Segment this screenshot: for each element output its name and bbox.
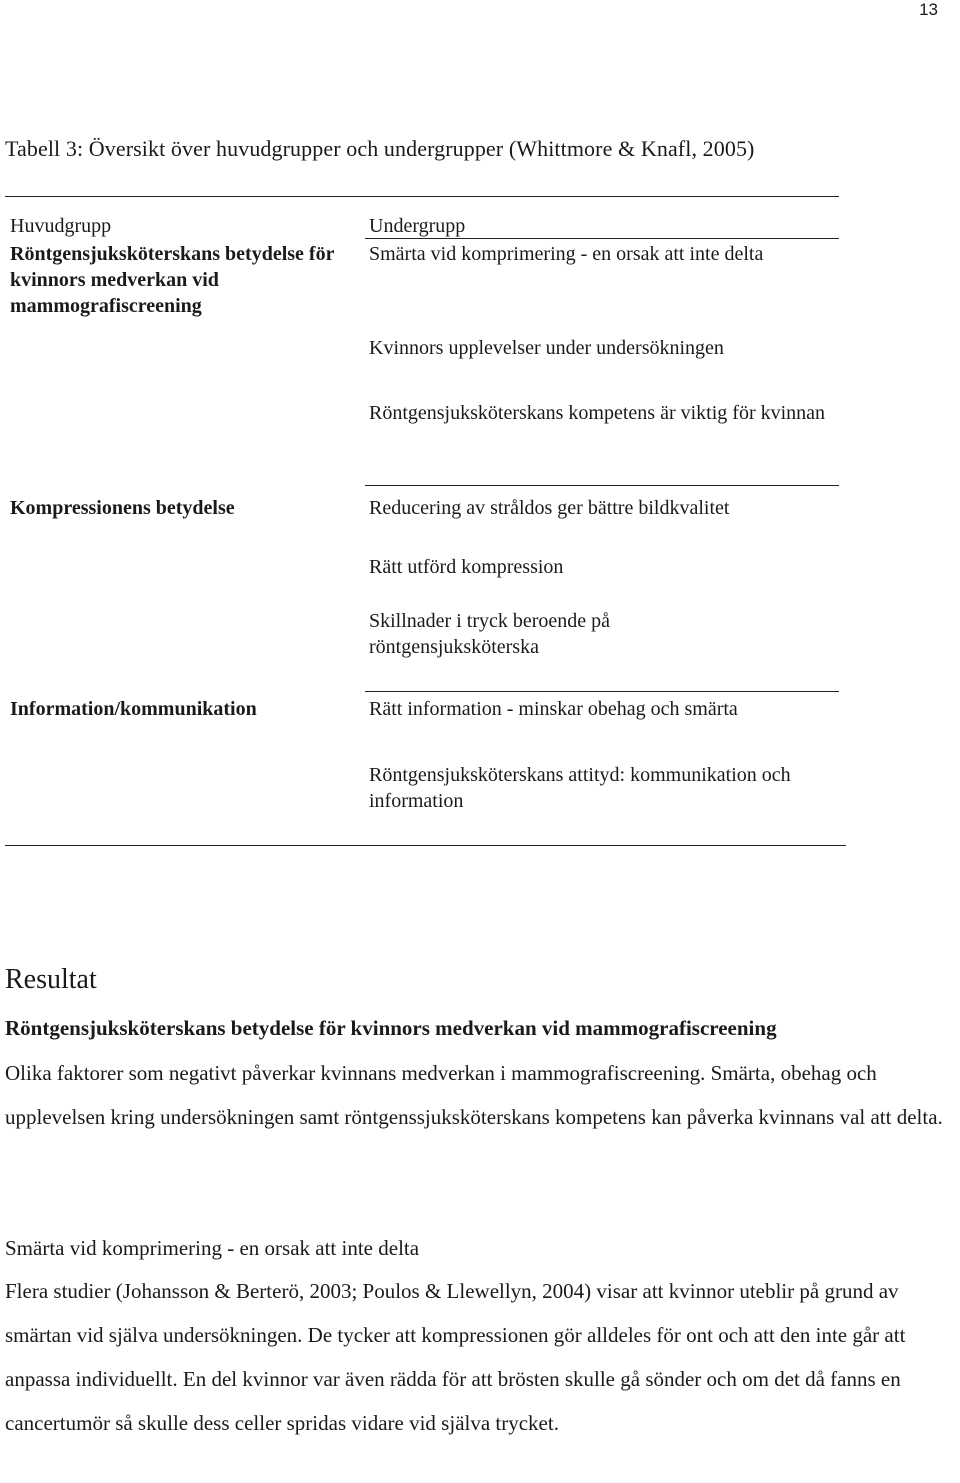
table-header-main-group: Huvudgrupp [10, 215, 112, 237]
subgroup-label: Smärta vid komprimering - en orsak att inte delta [369, 243, 764, 265]
subgroup-label: Rätt utförd kompression [369, 556, 564, 578]
section-heading: Smärta vid komprimering - en orsak att inte delta [5, 1236, 420, 1260]
results-subheading: Röntgensjuksköterskans betydelse för kvinnors medverkan vid mammografiscreening [5, 1016, 777, 1040]
table-top-rule [5, 196, 839, 197]
main-group-label: Kompressionens betydelse [10, 497, 235, 519]
table-header-sub-group: Undergrupp [369, 215, 466, 237]
table-bottom-rule [5, 845, 846, 846]
subgroup-label: Rätt information - minskar obehag och smärta [369, 698, 738, 720]
main-group-label: Information/kommunikation [10, 698, 257, 720]
group-divider-rule [365, 485, 839, 486]
results-heading: Resultat [5, 964, 97, 995]
subgroup-label: Röntgensjuksköterskans attityd: kommunikation och information [369, 764, 791, 812]
results-intro-paragraph: Olika faktorer som negativt påverkar kvinnans medverkan i mammografiscreening. Smärta, obehag och upplevelsen kring undersökningen samt röntgenssjuksköterskans kompetens kan påverka kvinnans val att delta. [5, 1061, 943, 1129]
subgroup-label: Reducering av stråldos ger bättre bildkvalitet [369, 497, 730, 519]
group-divider-rule [365, 691, 839, 692]
subgroup-label: Röntgensjuksköterskans kompetens är viktig för kvinnan [369, 402, 826, 424]
main-group-label: Röntgensjuksköterskans betydelse för kvinnors medverkan vid mammografiscreening [10, 243, 335, 317]
page-number: 13 [919, 0, 938, 19]
table-caption: Tabell 3: Översikt över huvudgrupper och undergrupper (Whittmore & Knafl, 2005) [5, 136, 755, 161]
subgroup-label: Kvinnors upplevelser under undersökningen [369, 337, 724, 359]
section-paragraph: Flera studier (Johansson & Berterö, 2003; Poulos & Llewellyn, 2004) visar att kvinnor uteblir på grund av smärtan vid själva undersökningen. De tycker att kompressionen gör alldeles för ont och att den inte går att anpassa individuellt. En del kvinnor var även rädda för att brösten skulle gå sönder och om det då fanns en cancertumör så skulle dess celler spridas vidare vid själva trycket. [5, 1279, 906, 1435]
subgroup-label: Skillnader i tryck beroende på röntgensjuksköterska [369, 610, 611, 658]
